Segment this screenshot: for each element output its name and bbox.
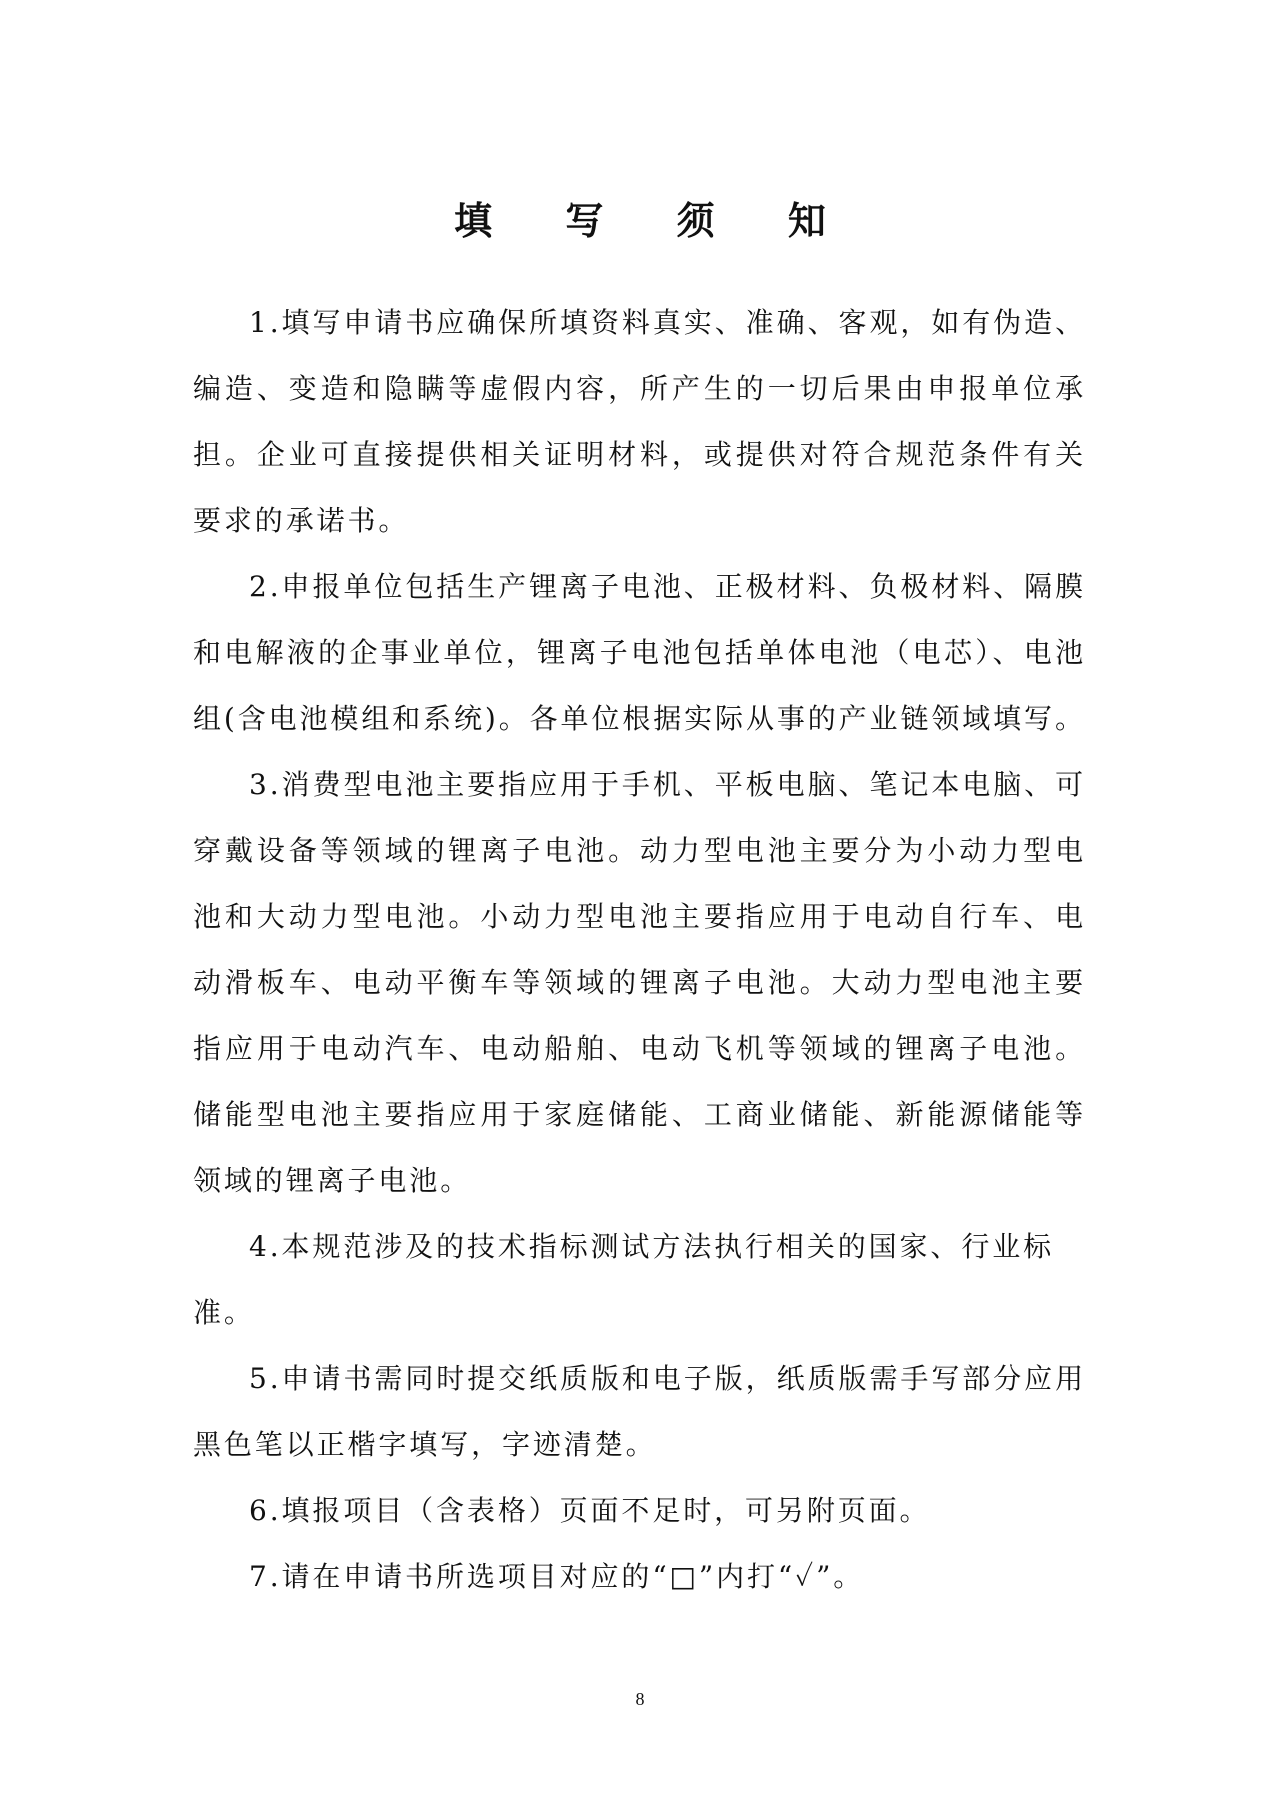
instruction-item-7: 7.请在申请书所选项目对应的“□”内打“✓”。	[249, 1560, 865, 1593]
page-number: 8	[635, 1689, 645, 1709]
instructions-body	[193, 290, 1086, 1610]
instruction-item-4: 4.本规范涉及的技术指标测试方法执行相关的国家、行业标准。	[193, 1230, 1055, 1329]
instruction-item-5: 5.申请书需同时提交纸质版和电子版，纸质版需手写部分应用黑色笔以正楷字填写，字迹清楚。	[193, 1362, 1086, 1461]
instruction-item-2: 2.申报单位包括生产锂离子电池、正极材料、负极材料、隔膜和电解液的企事业单位，锂离子电池包括单体电池（电芯）、电池组(含电池模组和系统)。各单位根据实际从事的产业链领域填写。	[193, 570, 1086, 735]
instruction-item-6: 6.填报项目（含表格）页面不足时，可另附页面。	[249, 1494, 931, 1527]
instruction-item-3: 3.消费型电池主要指应用于手机、平板电脑、笔记本电脑、可穿戴设备等领域的锂离子电池。动力型电池主要分为小动力型电池和大动力型电池。小动力型电池主要指应用于电动自行车、电动滑板车、电动平衡车等领域的锂离子电池。大动力型电池主要指应用于电动汽车、电动船舶、电动飞机等领域的锂离子电池。储能型电池主要指应用于家庭储能、工商业储能、新能源储能等领域的锂离子电池。	[193, 768, 1086, 1197]
page-title: 填 写 须 知	[454, 198, 856, 243]
instruction-item-1: 1.填写申请书应确保所填资料真实、准确、客观，如有伪造、编造、变造和隐瞒等虚假内容，所产生的一切后果由申报单位承担。企业可直接提供相关证明材料，或提供对符合规范条件有关要求的承诺书。	[193, 306, 1086, 537]
